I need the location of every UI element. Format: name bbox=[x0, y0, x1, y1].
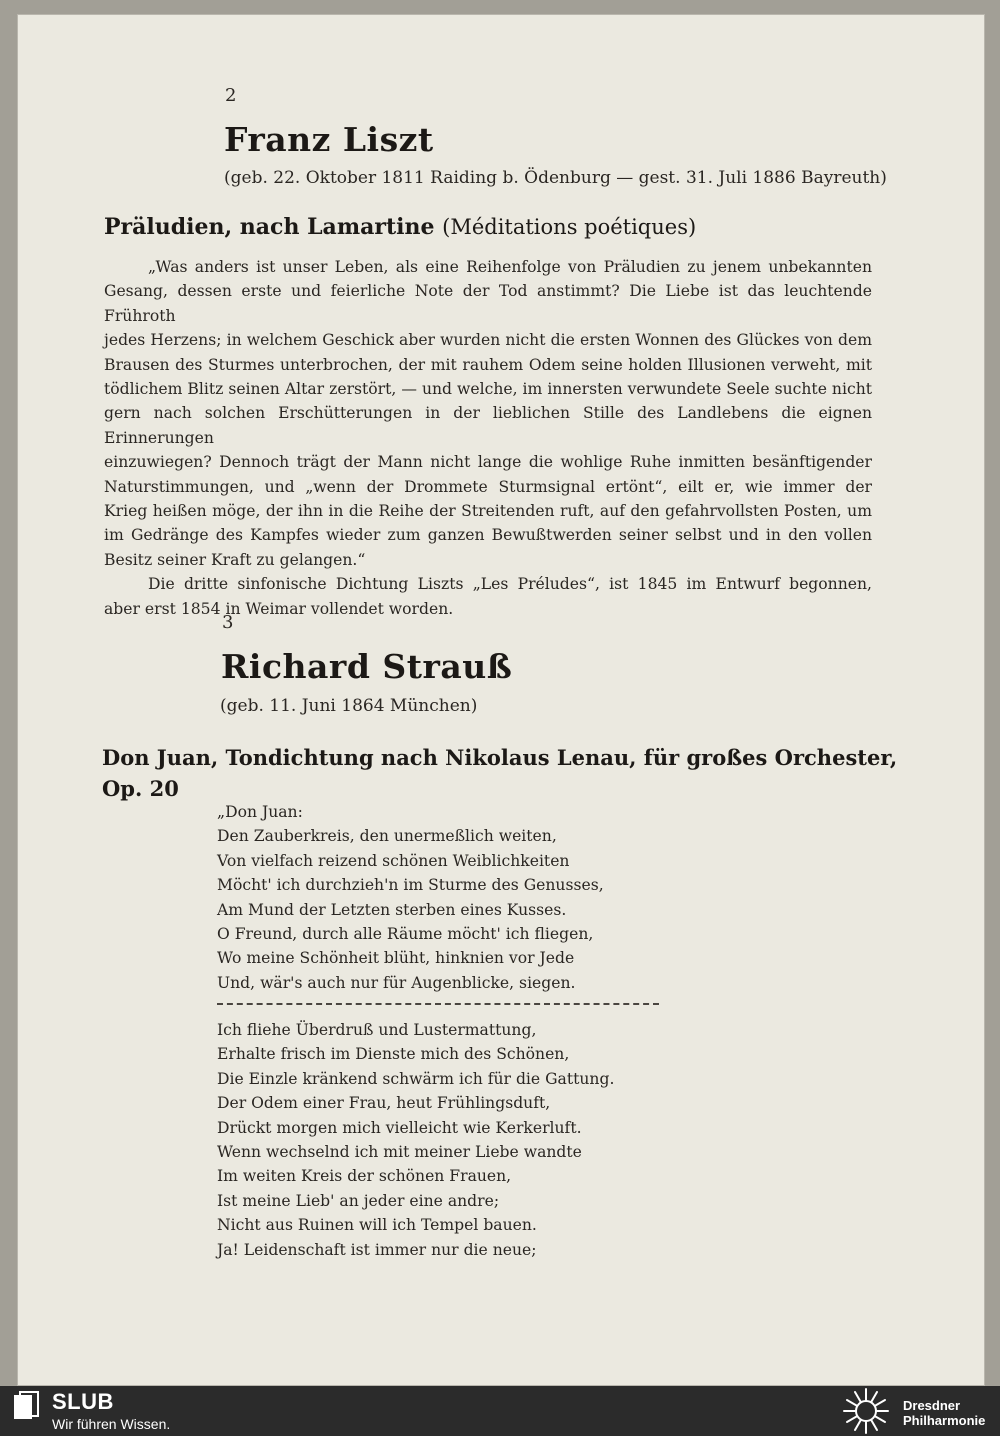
poem-line: O Freund, durch alle Räume möcht' ich fliegen, bbox=[217, 925, 594, 944]
text-line: gern nach solchen Erschütterungen in der lieblichen Stille des Landlebens die eignen Erinnerungen bbox=[104, 404, 872, 447]
text-line: einzuwiegen? Dennoch trägt der Mann nicht lange die wohlige Ruhe inmitten besänftigender bbox=[104, 453, 872, 472]
poem-line: Der Odem einer Frau, heut Frühlingsduft, bbox=[217, 1094, 551, 1113]
dash-separator bbox=[217, 1003, 659, 1005]
text-line: aber erst 1854 in Weimar vollendet worden. bbox=[104, 599, 454, 618]
section-number: 3 bbox=[222, 612, 234, 633]
poem-line: Drückt morgen mich vielleicht wie Kerkerluft. bbox=[217, 1118, 582, 1137]
partner-logo-text[interactable] bbox=[903, 1398, 985, 1428]
poem-stanza bbox=[217, 800, 604, 995]
sunburst-icon bbox=[840, 1387, 892, 1435]
partner-name-line: Dresdner bbox=[903, 1398, 961, 1413]
section-number: 2 bbox=[225, 85, 237, 106]
work-title bbox=[104, 214, 696, 240]
footer-bar bbox=[0, 1386, 1000, 1436]
poem-line: Ja! Leidenschaft ist immer nur die neue; bbox=[217, 1240, 537, 1259]
poem-line: Ist meine Lieb' an jeder eine andre; bbox=[217, 1191, 500, 1210]
poem-line: Im weiten Kreis der schönen Frauen, bbox=[217, 1167, 512, 1186]
poem-line: Die Einzle kränkend schwärm ich für die Gattung. bbox=[217, 1069, 615, 1088]
composer-heading: Franz Liszt bbox=[224, 120, 434, 159]
text-line: jedes Herzens; in welchem Geschick aber wurden nicht die ersten Wonnen des Glückes von dem bbox=[104, 331, 872, 350]
work-title-main: Präludien, nach Lamartine bbox=[104, 214, 435, 240]
text-line: im Gedränge des Kampfes wieder zum ganzen Bewußtwerden seiner selbst und in den vollen bbox=[104, 526, 872, 545]
poem-line: Erhalte frisch im Dienste mich des Schönen, bbox=[217, 1045, 570, 1064]
composer-dates: (geb. 22. Oktober 1811 Raiding b. Ödenburg — gest. 31. Juli 1886 Bayreuth) bbox=[224, 168, 887, 188]
text-line: „Was anders ist unser Leben, als eine Reihenfolge von Präludien zu jenem unbekannten bbox=[148, 258, 872, 276]
partner-name-line: Philharmonie bbox=[903, 1413, 986, 1428]
poem-line: Ich fliehe Überdruß und Lustermattung, bbox=[217, 1021, 537, 1039]
work-opus: Op. 20 bbox=[102, 776, 179, 801]
slub-logo-text[interactable]: SLUB bbox=[52, 1389, 114, 1414]
composer-heading: Richard Strauß bbox=[221, 647, 513, 686]
text-line: Gesang, dessen erste und feierliche Note der Tod anstimmt? Die Liebe ist das leuchtende Frühroth bbox=[104, 282, 872, 325]
work-subtitle: (Méditations poétiques) bbox=[442, 215, 697, 239]
text-line: Naturstimmungen, und „wenn der Drommete Sturmsignal ertönt“, eilt er, wie immer der bbox=[104, 477, 872, 496]
text-line: Krieg heißen möge, der ihn in die Reihe der Streitenden ruft, auf den gefahrvollsten Posten, um bbox=[104, 502, 872, 521]
poem-line: Am Mund der Letzten sterben eines Kusses. bbox=[217, 900, 567, 919]
poem-line: Von vielfach reizend schönen Weiblichkeiten bbox=[217, 851, 570, 870]
text-line: Besitz seiner Kraft zu gelangen.“ bbox=[104, 550, 366, 569]
work-title-line: Don Juan, Tondichtung nach Nikolaus Lenau, für großes Orchester, bbox=[102, 745, 898, 770]
program-note-text bbox=[104, 255, 872, 621]
poem-line: Und, wär's auch nur für Augenblicke, siegen. bbox=[217, 973, 576, 992]
poem-line: Wenn wechselnd ich mit meiner Liebe wandte bbox=[217, 1143, 582, 1162]
poem-stanza bbox=[217, 1018, 614, 1262]
slub-tagline: Wir führen Wissen. bbox=[52, 1416, 171, 1432]
poem-line: Den Zauberkreis, den unermeßlich weiten, bbox=[217, 827, 557, 846]
poem-line: Nicht aus Ruinen will ich Tempel bauen. bbox=[217, 1216, 537, 1235]
book-icon bbox=[12, 1391, 40, 1423]
poem-line: „Don Juan: bbox=[217, 803, 303, 821]
poem-line: Wo meine Schönheit blüht, hinknien vor Jede bbox=[217, 949, 575, 968]
poem-line: Möcht' ich durchzieh'n im Sturme des Genusses, bbox=[217, 876, 604, 895]
composer-dates: (geb. 11. Juni 1864 München) bbox=[220, 696, 478, 716]
text-line: Die dritte sinfonische Dichtung Liszts „Les Préludes“, ist 1845 im Entwurf begonnen, bbox=[148, 575, 872, 594]
text-line: Brausen des Sturmes unterbrochen, der mit rauhem Odem seine holden Illusionen verweht, mit bbox=[104, 355, 872, 374]
text-line: tödlichem Blitz seinen Altar zerstört, — und welche, im innersten verwundete Seele suchte nicht bbox=[104, 380, 872, 399]
